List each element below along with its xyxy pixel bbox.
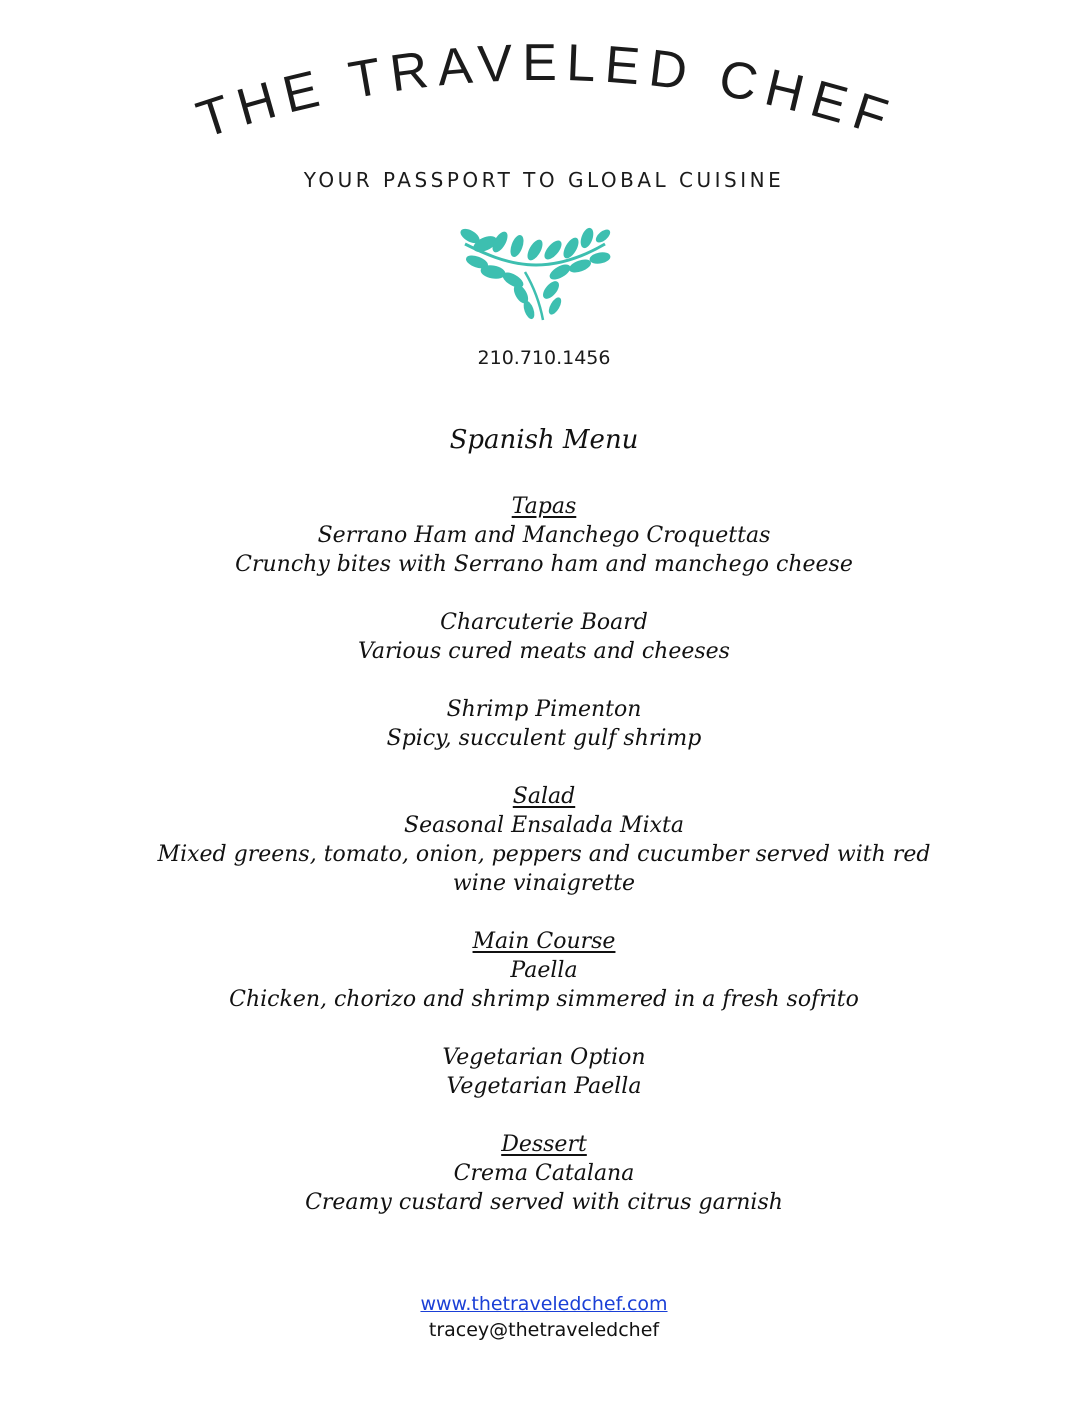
- tagline: YOUR PASSPORT TO GLOBAL CUISINE: [303, 168, 785, 192]
- item-name: Vegetarian Option: [442, 1045, 646, 1070]
- item-description: Creamy custard served with citrus garnish: [305, 1190, 783, 1215]
- leafy-branch-icon: [455, 224, 615, 324]
- item-description: Spicy, succulent gulf shrimp: [386, 726, 702, 751]
- item-description: Various cured meats and cheeses: [358, 639, 730, 664]
- menu-item: [0, 1159, 1088, 1217]
- menu-item: [0, 1043, 1088, 1101]
- menu-item: [0, 521, 1088, 579]
- website-link[interactable]: www.thetraveledchef.com: [420, 1293, 668, 1315]
- menu-section: [0, 492, 1088, 753]
- phone-number: 210.710.1456: [477, 347, 611, 369]
- item-name: Crema Catalana: [453, 1161, 635, 1186]
- item-description: Crunchy bites with Serrano ham and manchego cheese: [235, 552, 853, 577]
- menu-title: Spanish Menu: [449, 425, 639, 455]
- item-description: Vegetarian Paella: [446, 1074, 642, 1099]
- footer: [0, 1291, 1088, 1343]
- section-heading: Salad: [512, 784, 576, 809]
- menu-section: [0, 927, 1088, 1101]
- brand-title-text: THE TRAVELED CHEF: [190, 33, 903, 150]
- menu-item: [0, 695, 1088, 753]
- email-address: tracey@thetraveledchef: [428, 1319, 660, 1341]
- menu-item: [0, 608, 1088, 666]
- brand-title: [0, 0, 1088, 160]
- section-heading: Main Course: [472, 929, 616, 954]
- item-name: Shrimp Pimenton: [446, 697, 642, 722]
- menu-section: [0, 1130, 1088, 1217]
- item-description: Chicken, chorizo and shrimp simmered in a fresh sofrito: [229, 987, 859, 1012]
- item-name: Charcuterie Board: [440, 610, 648, 635]
- item-name: Seasonal Ensalada Mixta: [404, 813, 684, 838]
- item-name: Paella: [510, 958, 578, 983]
- section-heading: Dessert: [501, 1132, 587, 1157]
- menu-item: [0, 811, 1088, 898]
- menu-section: [0, 782, 1088, 898]
- section-heading: Tapas: [511, 494, 577, 519]
- menu-item: [0, 956, 1088, 1014]
- item-name: Serrano Ham and Manchego Croquettas: [317, 523, 771, 548]
- menu: [0, 418, 1088, 1246]
- item-description: Mixed greens, tomato, onion, peppers and cucumber served with red wine vinaigrette: [157, 842, 931, 896]
